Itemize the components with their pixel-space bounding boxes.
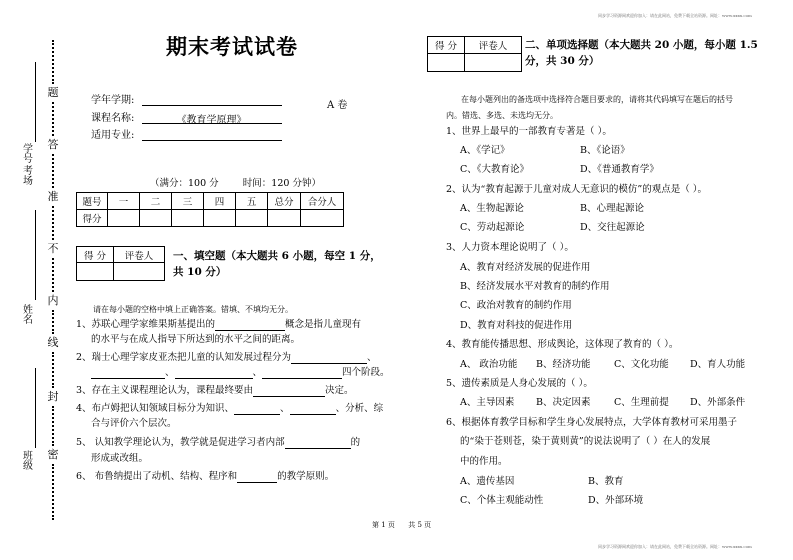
mc-question-3: 3、人力资本理论说明了（ ）。	[446, 242, 574, 253]
mc-option: C、生理前提	[614, 397, 669, 408]
mc-question-4: 4、教育能传播思想、形成舆论，这体现了教育的（ ）。	[446, 339, 679, 350]
score-cell	[204, 210, 236, 227]
grader-box-section1	[76, 246, 165, 281]
header-watermark-text: 同步学习资源网欢迎你加入：请在此网站，免费下载全站资源。网址：www.xxxx.com	[598, 13, 752, 18]
mc-option: C、个体主观能动性	[460, 495, 544, 506]
section1-instruction: 请在每小题的空格中填上正确答案。错填、不填均无分。	[93, 305, 293, 314]
answer-blank	[285, 438, 351, 449]
seal-char: 密	[47, 448, 59, 461]
mc-option: D、育人功能	[690, 359, 746, 370]
section2-instruction: 在每小题列出的备选项中选择符合题目要求的，请将其代码填写在题后的括号	[461, 95, 733, 104]
grader-name-cell	[465, 54, 522, 72]
binding-dotted-line	[52, 406, 54, 446]
answer-blank	[290, 404, 336, 415]
mc-option: B、心理起源论	[580, 203, 644, 214]
student-id-label: 学号	[23, 144, 33, 165]
question-text: 、	[165, 367, 175, 378]
answer-blank	[91, 368, 165, 379]
section2-title-line: 分，共 30 分）	[525, 55, 600, 67]
fill-question-4-cont: 合与评价六个层次。	[91, 418, 177, 429]
grader-name-label: 评卷人	[114, 247, 165, 263]
mc-option: A、教育对经济发展的促进作用	[460, 262, 591, 273]
mc-option: D、交往起源论	[580, 222, 645, 233]
mc-option: C、文化功能	[614, 359, 669, 370]
mc-question-2: 2、认为“教育起源于儿童对成人无意识的模仿”的观点是（ ）。	[446, 184, 708, 195]
field-label: 适用专业:	[91, 130, 135, 141]
section1-title-line: 共 10 分）	[173, 266, 227, 278]
section1-title-line: 一、填空题（本大题共 6 小题，每空 1 分，	[173, 250, 381, 262]
question-text: 3、存在主义课程理论认为，课程最终要由	[76, 385, 254, 396]
score-cell	[301, 210, 344, 227]
score-table-header: 一	[108, 193, 140, 210]
grader-box-section2	[427, 36, 522, 72]
fill-question-6	[76, 470, 334, 483]
binding-dotted-line	[52, 206, 54, 240]
question-text: 概念是指儿童现有	[285, 319, 362, 330]
seal-char: 封	[47, 390, 59, 403]
section2-title-line: 二、单项选择题（本大题共 20 小题，每小题 1.5	[525, 39, 758, 51]
answer-blank	[215, 320, 285, 331]
seal-char: 答	[47, 138, 59, 151]
field-major	[91, 126, 282, 141]
answer-blank	[175, 368, 253, 379]
score-table	[76, 192, 344, 227]
question-text: 6、 布鲁纳提出了动机、结构、程序和	[76, 471, 238, 482]
mc-option: B、决定因素	[536, 397, 591, 408]
answer-blank	[253, 386, 325, 397]
mc-option: C、《大教育论》	[460, 164, 530, 175]
grader-name-cell	[114, 263, 165, 281]
page-number: 第 1 页 共 5 页	[372, 521, 432, 529]
exam-title: 期末考试试卷	[166, 34, 298, 59]
footer-watermark-text: 同步学习资源网欢迎你加入：请在此网站，免费下载全站资源。网址：www.xxxx.com	[598, 544, 752, 549]
mc-option: C、政治对教育的制约作用	[460, 300, 572, 311]
course-value: 《教育学原理》	[142, 111, 282, 124]
question-text: 、	[280, 403, 290, 414]
mc-option: D、外部环境	[588, 495, 644, 506]
side-fill-line	[35, 368, 36, 448]
binding-dotted-line	[52, 102, 54, 136]
fill-question-3	[76, 384, 354, 397]
binding-dotted-line	[52, 154, 54, 188]
grader-score-cell	[428, 54, 465, 72]
mc-option: D、教育对科技的促进作用	[460, 320, 573, 331]
question-text: 2、瑞士心理学家皮亚杰把儿童的认知发展过程分为	[76, 352, 292, 363]
score-table-header: 四	[204, 193, 236, 210]
mc-question-6: 6、根据体育教学目标和学生身心发展特点，大学体育教材可采用墨子	[446, 417, 738, 428]
question-text: 1、苏联心理学家维果斯基提出的	[76, 319, 216, 330]
fill-question-4	[76, 402, 383, 415]
binding-dotted-line	[52, 258, 54, 292]
mc-option: C、劳动起源论	[460, 222, 525, 233]
score-cell	[172, 210, 204, 227]
mc-option: D、外部条件	[690, 397, 746, 408]
score-table-header: 五	[236, 193, 268, 210]
fill-question-5-cont: 形成或改组。	[91, 453, 149, 464]
grader-score-label: 得 分	[77, 247, 114, 263]
grader-score-cell	[77, 263, 114, 281]
mc-question-6-cont: 中的作用。	[460, 456, 508, 467]
score-table-header: 合分人	[301, 193, 344, 210]
class-label: 班级	[23, 451, 33, 472]
mc-option: A、 政治功能	[460, 359, 518, 370]
answer-blank	[291, 353, 367, 364]
answer-blank	[234, 404, 280, 415]
question-text: 5、 认知教学理论认为，教学就是促进学习者内部	[76, 437, 285, 448]
side-fill-line	[35, 62, 36, 142]
score-table-row-label: 得分	[77, 210, 108, 227]
question-text: 4、布卢姆把认知领域目标分为知识、	[76, 403, 235, 414]
score-cell	[236, 210, 268, 227]
mc-option: B、经济功能	[536, 359, 591, 370]
semester-blank	[142, 95, 282, 106]
binding-dotted-line	[52, 464, 54, 520]
question-text: 的	[350, 437, 361, 448]
field-label: 学年学期:	[91, 95, 135, 106]
question-text: 决定。	[325, 385, 354, 396]
mc-option: B、教育	[588, 476, 624, 487]
mc-question-1: 1、世界上最早的一部教育专著是（ ）。	[446, 126, 612, 137]
binding-dotted-line	[52, 352, 54, 388]
fill-question-5	[76, 436, 360, 449]
mc-option: A、《学记》	[460, 145, 510, 156]
score-table-header: 二	[140, 193, 172, 210]
score-table-header: 三	[172, 193, 204, 210]
fill-question-1	[76, 318, 361, 331]
grader-score-label: 得 分	[428, 37, 465, 54]
binding-margin	[0, 0, 60, 560]
seal-char: 题	[47, 86, 59, 99]
name-label: 姓名	[23, 305, 33, 326]
question-text: 、	[252, 367, 263, 378]
section2-instruction-cont: 内。错选、多选、未选均无分。	[446, 111, 558, 120]
field-label: 课程名称:	[91, 113, 135, 124]
section1-title	[173, 248, 381, 280]
score-cell	[108, 210, 140, 227]
major-blank	[142, 130, 282, 141]
score-time-note: （满分：100 分 时间：120 分钟）	[150, 178, 321, 189]
answer-blank	[262, 368, 342, 379]
score-table-header: 题号	[77, 193, 108, 210]
mc-option: B、《论语》	[580, 145, 630, 156]
mc-option: A、主导因素	[460, 397, 515, 408]
score-cell	[140, 210, 172, 227]
score-table-header: 总分	[268, 193, 301, 210]
field-course	[91, 109, 282, 124]
fill-question-2	[76, 351, 377, 364]
binding-dotted-line	[52, 310, 54, 334]
section2-title	[525, 37, 758, 69]
question-text: 四个阶段。	[342, 367, 390, 378]
fill-question-2-cont	[91, 366, 390, 379]
mc-option: A、生物起源论	[460, 203, 524, 214]
mc-option: B、经济发展水平对教育的制约作用	[460, 281, 610, 292]
mc-question-5: 5、遗传素质是人身心发展的（ ）。	[446, 378, 593, 389]
exam-room-label: 考场	[23, 166, 33, 187]
score-cell	[268, 210, 301, 227]
answer-blank	[237, 472, 277, 483]
side-fill-line	[35, 210, 36, 300]
grader-name-label: 评卷人	[465, 37, 522, 54]
fill-question-1-cont: 的水平与在成人指导下所达到的水平之间的距离。	[91, 334, 301, 345]
seal-char: 线	[47, 336, 59, 349]
exam-version: A 卷	[327, 100, 348, 111]
question-text: 的教学原则。	[277, 471, 335, 482]
mc-option: D、《普通教育学》	[580, 164, 659, 175]
question-text: 、	[367, 352, 377, 363]
binding-dotted-line	[52, 40, 54, 84]
field-semester	[91, 91, 282, 106]
seal-char: 内	[47, 294, 59, 307]
mc-question-6-cont: 的“染于苍则苍，染于黄则黄”的说法说明了（ ）在人的发展	[460, 436, 711, 447]
question-text: 、分析、综	[335, 403, 384, 414]
seal-char: 准	[47, 190, 59, 203]
mc-option: A、遗传基因	[460, 476, 515, 487]
seal-char: 不	[47, 242, 59, 255]
